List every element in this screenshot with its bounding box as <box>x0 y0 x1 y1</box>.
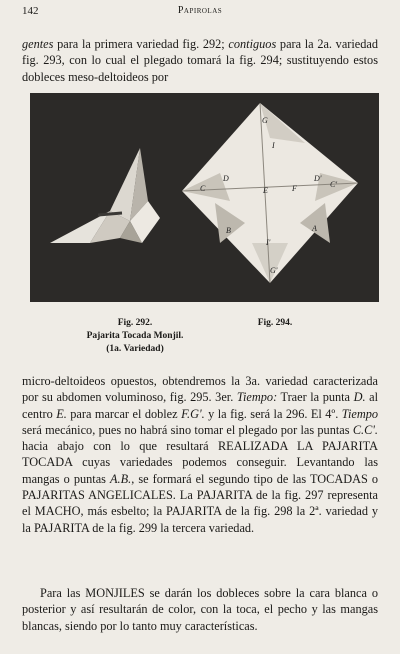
text-italic: E. <box>56 406 67 421</box>
paragraph-1 <box>22 36 378 85</box>
point-label-c: C <box>200 184 206 193</box>
text-italic: gentes <box>22 37 54 51</box>
text-run: micro-deltoideos opuestos, obtendremos la 3a. variedad caracterizada por su abdomen voluminoso, fig. 295. 3er. <box>22 374 378 405</box>
text-italic: F.G'. <box>181 406 205 421</box>
running-title: Papirolas <box>177 5 223 16</box>
text-italic: D. <box>353 390 366 405</box>
text-run: , se formará el segundo tipo de las TOCADAS o PAJARITAS ANGELICALES. La PAJARITA de la fig. 297 representa el MACHO, más esbelto; la PAJARITA de la fig. 298 la 2ª. variedad y la PAJARITA de la fig. 299 la tercera variedad. <box>22 471 379 535</box>
point-label-g-prime: G' <box>270 266 278 275</box>
paragraph-2 <box>22 373 378 536</box>
text-run: Traer la punta <box>277 390 354 405</box>
point-label-f: F <box>292 184 297 193</box>
origami-photograph <box>30 93 379 302</box>
caption-fig-292 <box>60 317 210 356</box>
point-label-b: B <box>226 226 231 235</box>
caption-294-number: Fig. 294. <box>257 318 293 328</box>
text-italic: Tiempo <box>341 406 378 421</box>
point-label-d: D <box>223 174 229 183</box>
caption-292-title: Pajarita Tocada Monjil. <box>86 331 184 341</box>
point-label-c-prime: C' <box>330 180 338 189</box>
point-label-i: I <box>272 141 275 150</box>
page-header <box>22 5 378 19</box>
text-run: y la fig. será la 296. El 4º. <box>204 406 342 421</box>
point-label-e: E <box>263 186 268 195</box>
text-run: para la 2a. variedad fig. 293, con lo cual el plegado tomará la fig. 294; sustituyendo estos dobleces meso-deltoideos por <box>22 37 379 84</box>
point-label-i-prime: I' <box>266 238 271 247</box>
point-label-a: A <box>312 224 317 233</box>
caption-292-number: Fig. 292. <box>117 318 153 328</box>
page-number: 142 <box>22 5 39 17</box>
point-label-g: G <box>262 116 268 125</box>
text-italic: C.C'. <box>352 422 378 437</box>
origami-figures <box>30 93 379 302</box>
text-italic: Tiempo: <box>236 390 278 405</box>
caption-292-variant: (1a. Variedad) <box>106 344 164 354</box>
text-run: para marcar el doblez <box>66 406 182 421</box>
caption-fig-294 <box>225 317 325 330</box>
text-run: será mecánico, pues no habrá sino tomar el plegado por las puntas <box>22 422 353 437</box>
paragraph-3 <box>22 585 378 634</box>
text-run: para la primera variedad fig. 292; <box>53 37 229 51</box>
text-italic: A.B. <box>110 471 132 486</box>
text-run: hacia abajo con lo que resultará REALIZADA LA PAJARITA TOCADA cuyas variedades podemos conseguir. Levantando las mangas o puntas <box>22 439 378 486</box>
text-run: al centro <box>22 390 379 421</box>
text-italic: contiguos <box>228 37 277 51</box>
point-label-d-prime: D' <box>314 174 322 183</box>
text-run: Para las MONJILES se darán los dobleces sobre la cara blanca o posterior y así resultarán de color, con la toca, el pecho y las mangas blancas, siendo por lo tanto muy características. <box>22 586 378 633</box>
